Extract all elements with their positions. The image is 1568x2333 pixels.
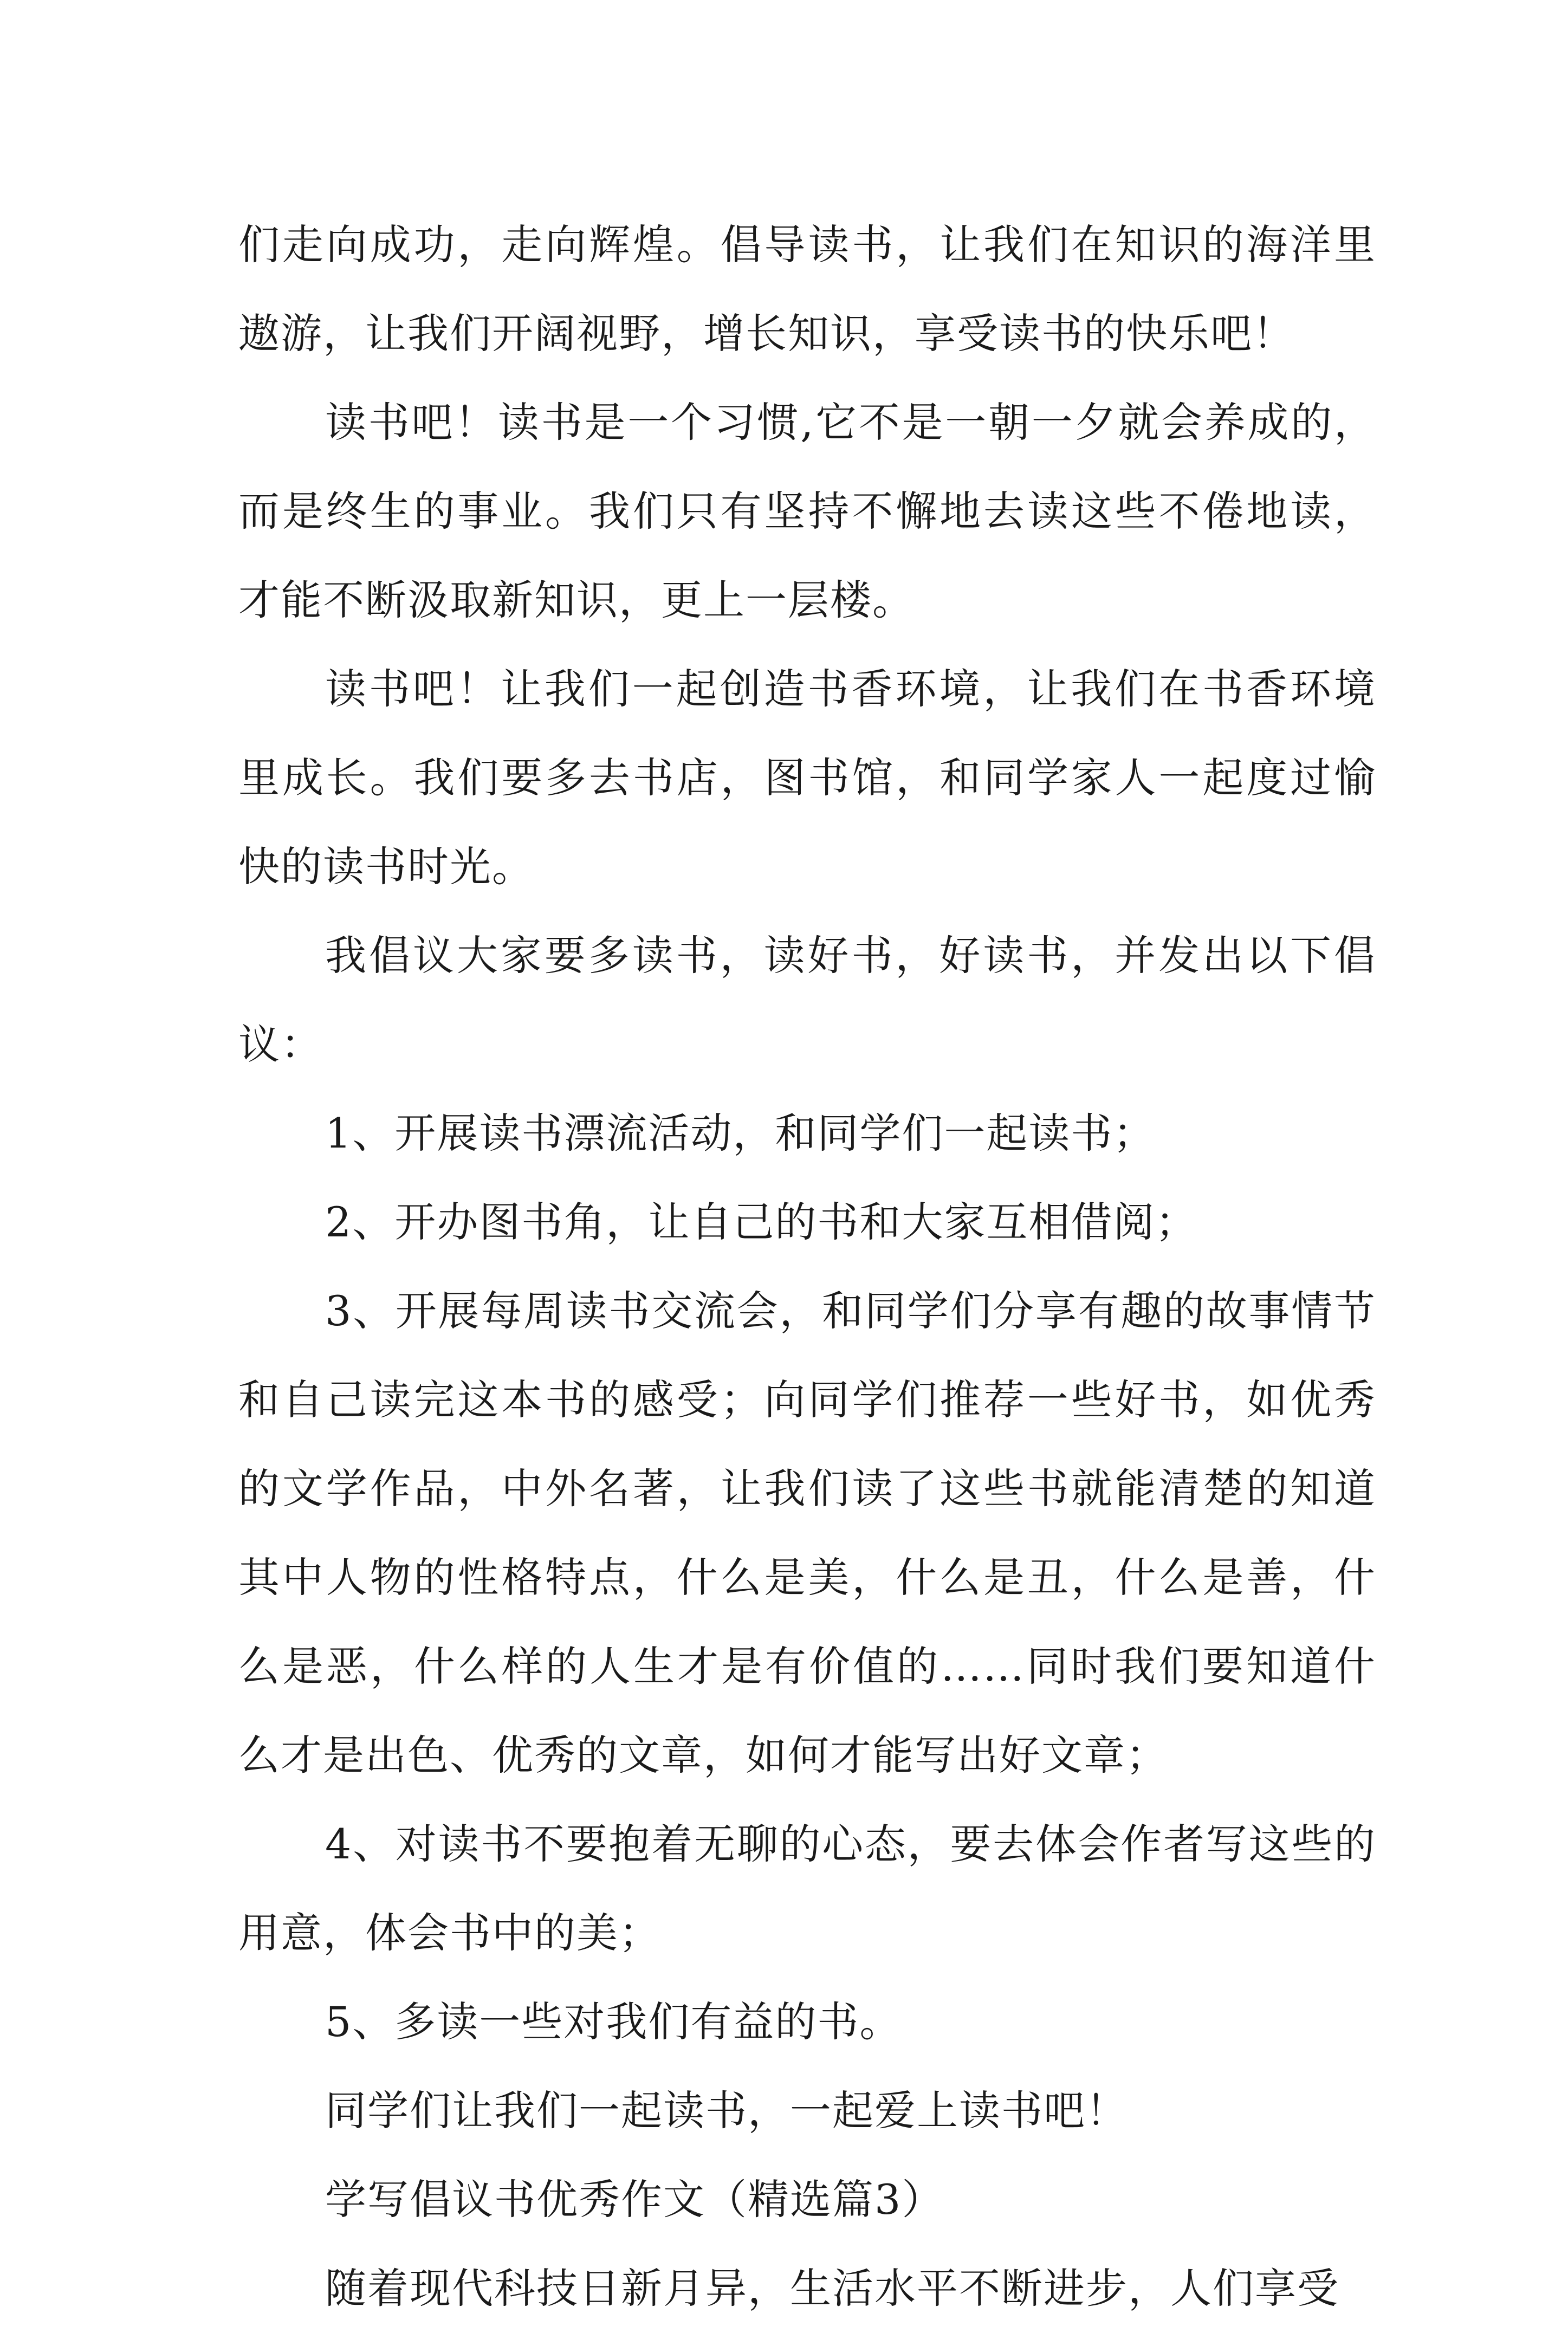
paragraph-3: 读书吧！让我们一起创造书香环境，让我们在书香环境里成长。我们要多去书店，图书馆，和同学家人一起度过愉快的读书时光。 bbox=[238, 665, 1376, 891]
paragraph-4: 我倡议大家要多读书，读好书，好读书，并发出以下倡议： bbox=[238, 931, 1376, 1068]
closing-paragraph: 同学们让我们一起读书，一起爱上读书吧！ bbox=[325, 2086, 1128, 2135]
list-item-5: 5、多读一些对我们有益的书。 bbox=[325, 1998, 902, 2046]
paragraph-last: 随着现代科技日新月异，生活水平不断进步，人们享受 bbox=[325, 2264, 1339, 2312]
list-item-2: 2、开办图书角，让自己的书和大家互相借阅； bbox=[325, 1198, 1198, 1246]
list-item-3: 3、开展每周读书交流会，和同学们分享有趣的故事情节和自己读完这本书的感受；向同学们推荐一些好书，如优秀的文学作品，中外名著，让我们读了这些书就能清楚的知道其中人物的性格特点，什么是美，什么是丑，什么是善，什么是恶，什么样的人生才是有价值的……同时我们要知道什么才是出色、优秀的文章，如何才能写出好文章； bbox=[238, 1287, 1376, 1779]
paragraph-1: 们走向成功，走向辉煌。倡导读书，让我们在知识的海洋里遨游，让我们开阔视野，增长知识，享受读书的快乐吧！ bbox=[238, 221, 1376, 358]
list-item-1: 1、开展读书漂流活动，和同学们一起读书； bbox=[325, 1109, 1156, 1157]
section-heading: 学写倡议书优秀作文（精选篇3） bbox=[325, 2175, 944, 2224]
paragraph-2: 读书吧！读书是一个习惯,它不是一朝一夕就会养成的，而是终生的事业。我们只有坚持不懈地去读这些不倦地读，才能不断汲取新知识，更上一层楼。 bbox=[238, 398, 1376, 624]
document-body bbox=[238, 200, 1376, 2333]
list-item-4: 4、对读书不要抱着无聊的心态，要去体会作者写这些的用意，体会书中的美； bbox=[238, 1820, 1376, 1957]
